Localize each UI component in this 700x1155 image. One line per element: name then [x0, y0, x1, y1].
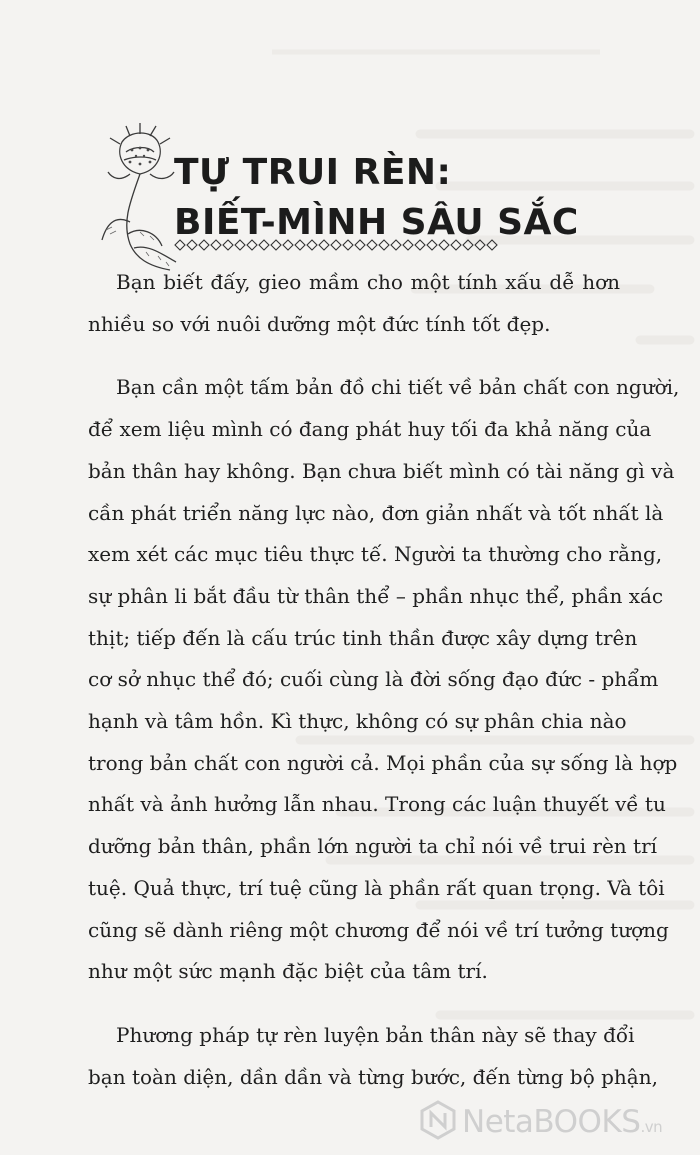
text-line: thịt; tiếp đến là cấu trúc tinh thần được xây dựng trên — [88, 625, 638, 650]
body-text — [88, 262, 680, 1098]
paragraph-1 — [88, 262, 620, 345]
publisher-watermark — [410, 1092, 700, 1148]
text-line: dưỡng bản thân, phần lớn người ta chỉ nói về trui rèn trí — [88, 834, 658, 859]
divider-diamond — [439, 240, 449, 250]
text-line: cần phát triển năng lực nào, đơn giản nhất và tốt nhất là — [88, 500, 664, 525]
divider-diamond — [415, 240, 425, 250]
divider-diamond — [187, 240, 197, 250]
divider-diamond — [283, 240, 293, 250]
divider-diamond — [271, 240, 281, 250]
text-line: để xem liệu mình có đang phát huy tối đa khả năng của — [88, 417, 652, 442]
flower-ornament-icon — [100, 122, 180, 272]
watermark-suffix: .vn — [640, 1118, 663, 1136]
divider-diamond — [331, 240, 341, 250]
text-line: bạn toàn diện, dần dần và từng bước, đến từng bộ phận, — [88, 1064, 658, 1089]
divider-diamond — [199, 240, 209, 250]
divider-diamond — [451, 240, 461, 250]
text-line: hạnh và tâm hồn. Kì thực, không có sự phân chia nào — [88, 709, 627, 734]
text-line: trong bản chất con người cả. Mọi phần của sự sống là hợp — [88, 750, 678, 775]
chapter-title-line-2: BIẾT-MÌNH SÂU SẮC — [174, 202, 579, 243]
text-line: như một sức mạnh đặc biệt của tâm trí. — [88, 959, 488, 984]
divider-diamond — [307, 240, 317, 250]
divider-diamond — [379, 240, 389, 250]
divider-diamond — [355, 240, 365, 250]
paragraph-3 — [88, 1015, 658, 1098]
text-line: tuệ. Quả thực, trí tuệ cũng là phần rất quan trọng. Và tôi — [88, 875, 665, 900]
divider-diamond — [427, 240, 437, 250]
text-line: sự phân li bắt đầu từ thân thể – phần nhục thể, phần xác — [88, 583, 664, 608]
divider-diamond — [319, 240, 329, 250]
watermark-text — [462, 1104, 662, 1140]
text-line: bản thân hay không. Bạn chưa biết mình có tài năng gì và — [88, 458, 675, 483]
divider-diamond — [463, 240, 473, 250]
divider-diamond — [235, 240, 245, 250]
divider-diamond — [343, 240, 353, 250]
text-line: nhiều so với nuôi dưỡng một đức tính tốt đẹp. — [88, 311, 551, 336]
chapter-title-line-1: TỰ TRUI RÈN: — [174, 152, 452, 193]
divider-diamond — [391, 240, 401, 250]
watermark-brand: NetaBOOKS — [462, 1104, 641, 1140]
divider-diamond — [247, 240, 257, 250]
text-line: Bạn biết đấy, gieo mầm cho một tính xấu dễ hơn — [116, 270, 620, 294]
divider-diamond — [259, 240, 269, 250]
text-line: Phương pháp tự rèn luyện bản thân này sẽ thay đổi — [116, 1022, 635, 1047]
divider-diamond — [475, 240, 485, 250]
text-line: Bạn cần một tấm bản đồ chi tiết về bản chất con người, — [116, 375, 680, 400]
text-line: cơ sở nhục thể đó; cuối cùng là đời sống đạo đức - phẩm — [88, 667, 659, 692]
divider-diamond — [211, 240, 221, 250]
chapter-title — [174, 148, 579, 248]
divider-diamond — [487, 240, 497, 250]
paragraph-2 — [88, 367, 680, 993]
divider-diamond — [223, 240, 233, 250]
text-line: nhất và ảnh hưởng lẫn nhau. Trong các luận thuyết về tu — [88, 792, 666, 817]
divider-diamond — [175, 240, 185, 250]
text-line: xem xét các mục tiêu thực tế. Người ta thường cho rằng, — [88, 542, 663, 567]
divider-diamond — [295, 240, 305, 250]
diamond-divider — [174, 238, 500, 252]
divider-diamond — [367, 240, 377, 250]
divider-diamond — [403, 240, 413, 250]
text-line: cũng sẽ dành riêng một chương để nói về trí tưởng tượng — [88, 917, 669, 942]
netabooks-logo-icon — [418, 1100, 458, 1140]
